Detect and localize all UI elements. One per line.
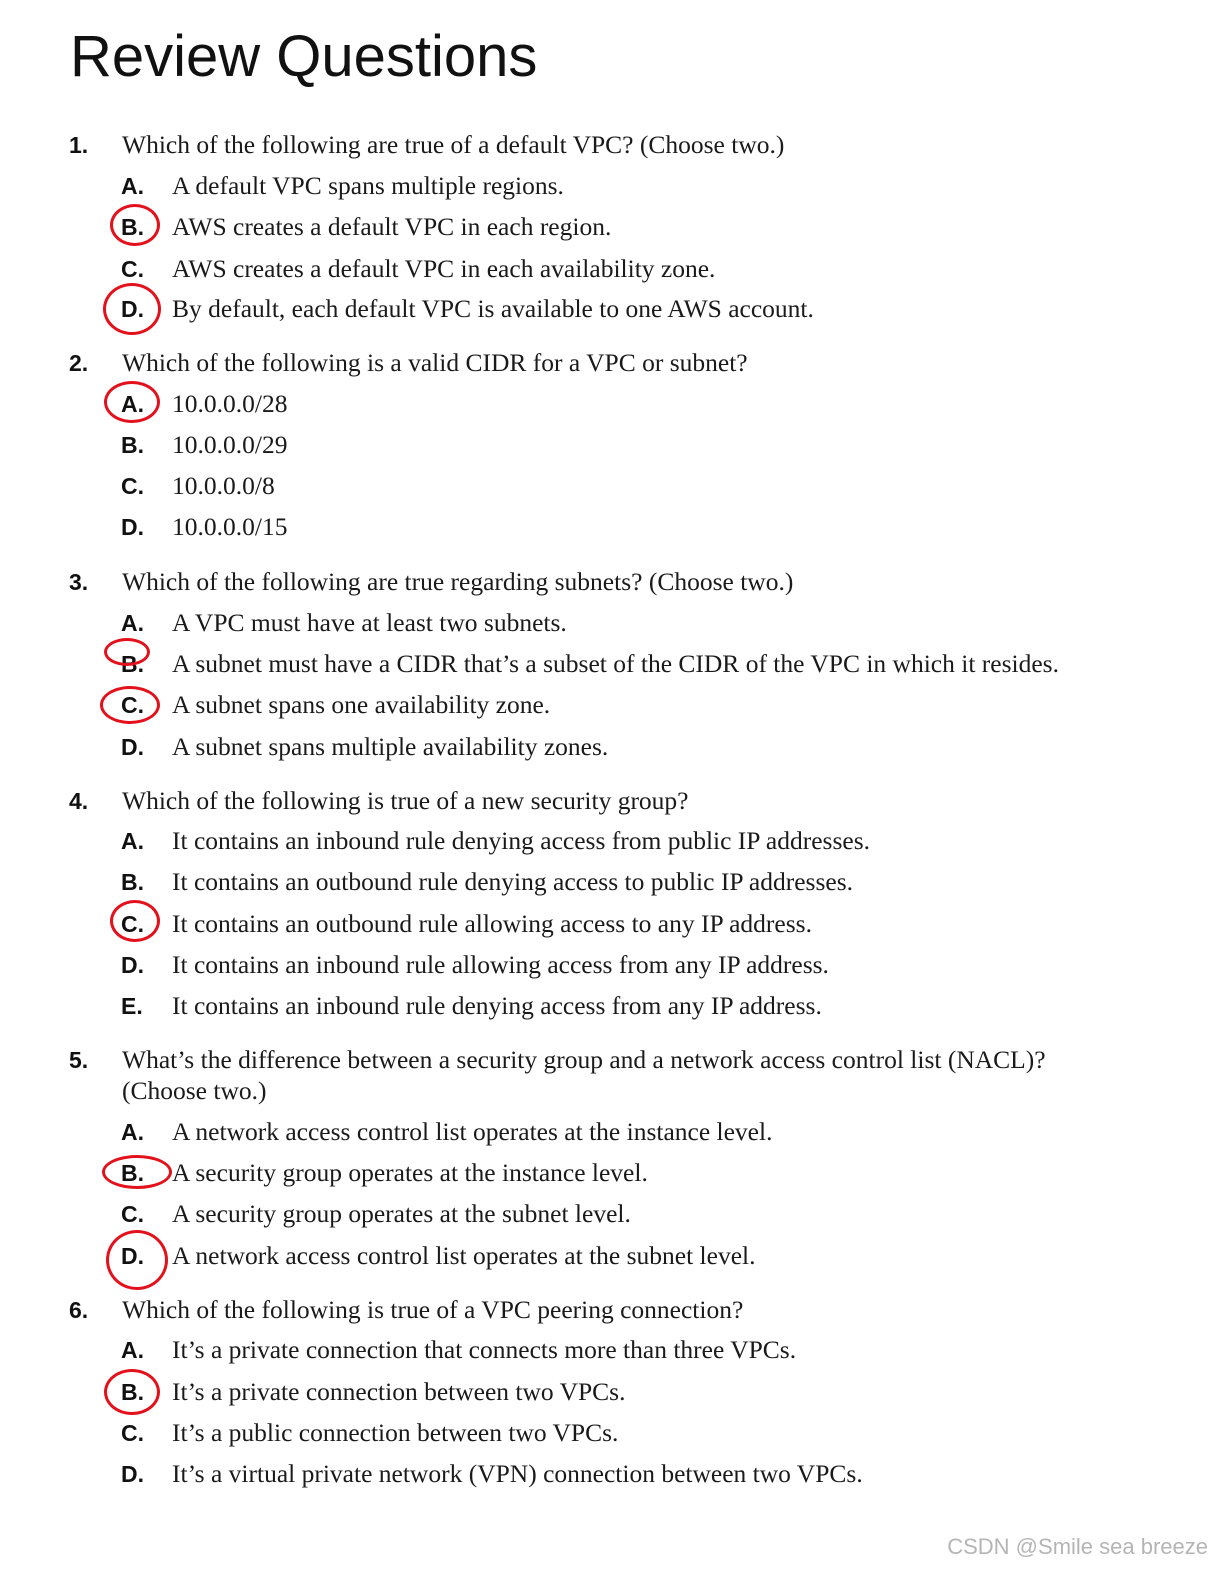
question-text: Which of the following are true regarding subnets? (Choose two.)	[122, 567, 794, 596]
question-number: 5.	[69, 1047, 89, 1073]
option-letter: D.	[121, 296, 144, 322]
option-text: 10.0.0.0/29	[172, 430, 288, 459]
option-letter: D.	[121, 514, 144, 540]
option-text: It contains an outbound rule allowing access to any IP address.	[172, 909, 812, 938]
option-text: AWS creates a default VPC in each availability zone.	[172, 254, 716, 283]
option-text: A network access control list operates at the subnet level.	[172, 1241, 756, 1270]
option-letter: C.	[121, 1420, 144, 1446]
option-text: It contains an inbound rule denying access from any IP address.	[172, 991, 822, 1020]
option-text: It’s a public connection between two VPCs.	[172, 1418, 619, 1447]
option-text: AWS creates a default VPC in each region.	[172, 212, 612, 241]
option-text: 10.0.0.0/15	[172, 512, 288, 541]
question-number: 3.	[69, 569, 89, 595]
option-text: It contains an inbound rule allowing access from any IP address.	[172, 950, 829, 979]
page-title: Review Questions	[70, 24, 538, 89]
option-text: A security group operates at the instance level.	[172, 1158, 648, 1187]
option-text: A VPC must have at least two subnets.	[172, 608, 567, 637]
question-text-continued: (Choose two.)	[122, 1076, 267, 1105]
option-letter: D.	[121, 1461, 144, 1487]
option-letter: C.	[121, 1201, 144, 1227]
option-text: By default, each default VPC is available to one AWS account.	[172, 294, 814, 323]
option-letter: B.	[121, 432, 144, 458]
question-number: 4.	[69, 788, 89, 814]
option-letter: B.	[121, 214, 144, 240]
question-number: 1.	[69, 132, 89, 158]
option-letter: A.	[121, 173, 144, 199]
option-letter: A.	[121, 391, 144, 417]
option-letter: B.	[121, 1160, 144, 1186]
option-text: It’s a private connection between two VPCs.	[172, 1377, 626, 1406]
option-letter: A.	[121, 1119, 144, 1145]
question-number: 2.	[69, 350, 89, 376]
option-text: 10.0.0.0/28	[172, 389, 288, 418]
option-text: A subnet spans one availability zone.	[172, 690, 551, 719]
watermark: CSDN @Smile sea breeze	[947, 1534, 1208, 1559]
option-text: A security group operates at the subnet level.	[172, 1199, 631, 1228]
option-text: A network access control list operates at the instance level.	[172, 1117, 773, 1146]
option-letter: D.	[121, 734, 144, 760]
question-text: What’s the difference between a security group and a network access control list (NACL)?	[122, 1045, 1046, 1074]
option-text: It’s a private connection that connects more than three VPCs.	[172, 1335, 797, 1364]
option-letter: B.	[121, 651, 144, 677]
option-letter: C.	[121, 256, 144, 282]
option-letter: C.	[121, 473, 144, 499]
option-text: A subnet must have a CIDR that’s a subset of the CIDR of the VPC in which it resides.	[172, 649, 1059, 678]
option-letter: A.	[121, 1337, 144, 1363]
option-letter: D.	[121, 952, 144, 978]
option-text: 10.0.0.0/8	[172, 471, 275, 500]
option-text: A default VPC spans multiple regions.	[172, 171, 564, 200]
option-letter: A.	[121, 610, 144, 636]
option-letter: E.	[121, 993, 143, 1019]
option-text: It contains an inbound rule denying access from public IP addresses.	[172, 826, 871, 855]
option-letter: B.	[121, 1379, 144, 1405]
option-letter: A.	[121, 828, 144, 854]
option-letter: C.	[121, 692, 144, 718]
question-text: Which of the following is true of a new security group?	[122, 786, 689, 815]
question-text: Which of the following is true of a VPC peering connection?	[122, 1295, 744, 1324]
option-text: A subnet spans multiple availability zones.	[172, 732, 609, 761]
question-text: Which of the following are true of a default VPC? (Choose two.)	[122, 130, 785, 159]
option-letter: D.	[121, 1243, 144, 1269]
option-letter: B.	[121, 869, 144, 895]
question-number: 6.	[69, 1297, 89, 1323]
question-text: Which of the following is a valid CIDR for a VPC or subnet?	[122, 348, 748, 377]
option-letter: C.	[121, 911, 144, 937]
option-text: It’s a virtual private network (VPN) connection between two VPCs.	[172, 1459, 863, 1488]
option-text: It contains an outbound rule denying access to public IP addresses.	[172, 867, 854, 896]
